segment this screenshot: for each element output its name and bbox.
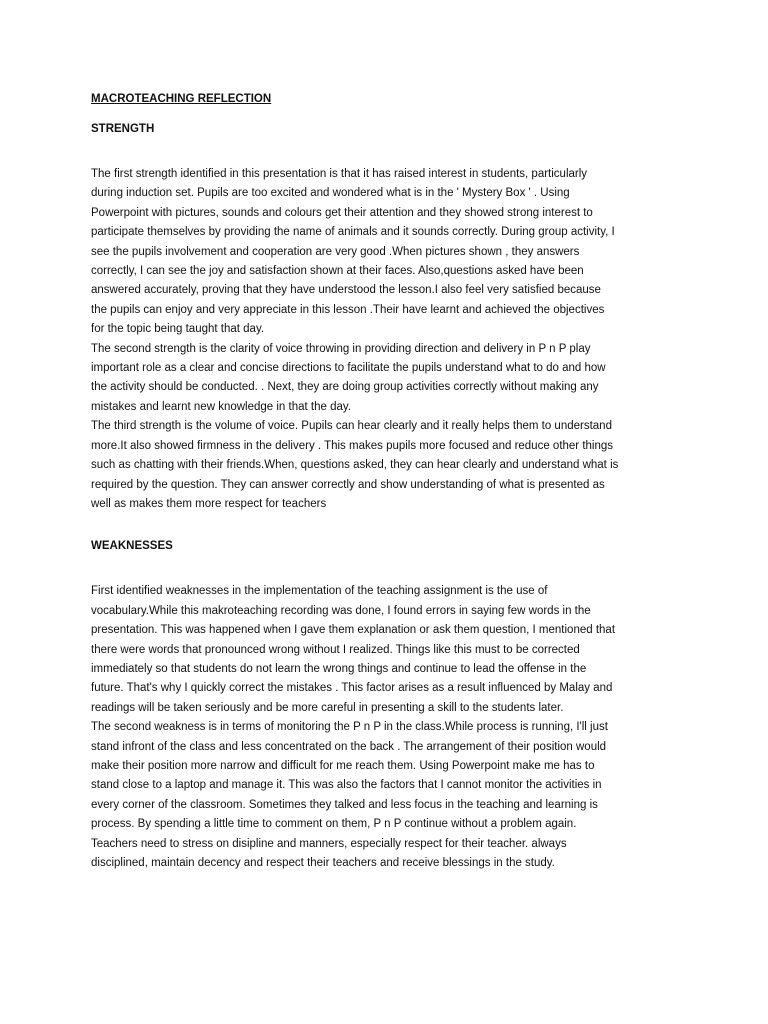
weaknesses-line: vocabulary.While this makroteaching recording was done, I found errors in saying few words in the: [91, 604, 591, 617]
strength-line: Powerpoint with pictures, sounds and colours get their attention and they showed strong interest to: [91, 206, 593, 219]
weaknesses-line: readings will be taken seriously and be more careful in presenting a skill to the students later.: [91, 701, 564, 714]
weaknesses-heading: WEAKNESSES: [91, 540, 173, 553]
weaknesses-line: immediately so that students do not learn the wrong things and continue to lead the offense in the: [91, 662, 587, 675]
weaknesses-line: make their position more narrow and difficult for me reach them. Using Powerpoint make me has to: [91, 759, 595, 772]
strength-line: important role as a clear and concise directions to facilitate the pupils understand what to do and how: [91, 362, 606, 375]
strength-line: such as chatting with their friends.When, questions asked, they can hear clearly and understand what is: [91, 459, 619, 472]
weaknesses-line: presentation. This was happened when I gave them explanation or ask them question, I mentioned that: [91, 624, 616, 637]
strength-line: more.It also showed firmness in the delivery . This makes pupils more focused and reduce other things: [91, 439, 614, 452]
strength-heading: STRENGTH: [91, 123, 155, 135]
strength-line: The third strength is the volume of voice. Pupils can hear clearly and it really helps them to understand: [91, 420, 612, 433]
weaknesses-line: stand infront of the class and less concentrated on the back . The arrangement of their position would: [91, 740, 607, 753]
strength-body: [91, 165, 691, 514]
weaknesses-line: there were words that pronounced wrong without I realized. Things like this must to be corrected: [91, 643, 580, 656]
strength-line: participate themselves by providing the name of animals and it sounds correctly. During group activity, I: [91, 226, 615, 239]
weaknesses-body: [91, 582, 691, 873]
strength-line: the activity should be conducted. . Next, they are doing group activities correctly without making any: [91, 381, 599, 394]
strength-line: for the topic being taught that day.: [91, 323, 265, 336]
document-title: MACROTEACHING REFLECTION: [91, 93, 272, 105]
weaknesses-line: stand close to a laptop and manage it. This was also the factors that I cannot monitor the activities in: [91, 779, 602, 792]
weaknesses-line: every corner of the classroom. Sometimes they talked and less focus in the teaching and learning is: [91, 798, 598, 811]
strength-line: well as makes them more respect for teachers: [91, 497, 327, 510]
strength-line: mistakes and learnt new knowledge in that the day.: [91, 400, 351, 413]
weaknesses-line: disciplined, maintain decency and respect their teachers and receive blessings in the study.: [91, 857, 555, 869]
strength-line: answered accurately, proving that they have understood the lesson.I also feel very satisfied because: [91, 284, 601, 297]
strength-line: see the pupils involvement and cooperation are very good .When pictures shown , they answers: [91, 245, 580, 258]
weaknesses-line: process. By spending a little time to comment on them, P n P continue without a problem again.: [91, 818, 577, 831]
strength-line: The second strength is the clarity of voice throwing in providing direction and delivery in P n P play: [91, 342, 591, 355]
weaknesses-line: The second weakness is in terms of monitoring the P n P in the class.While process is running, I'll just: [91, 721, 608, 734]
weaknesses-line: Teachers need to stress on disipline and manners, especially respect for their teacher. always: [91, 837, 567, 850]
strength-line: the pupils can enjoy and very appreciate in this lesson .Their have learnt and achieved the objectives: [91, 303, 605, 316]
weaknesses-line: future. That's why I quickly correct the mistakes . This factor arises as a result influenced by Malay and: [91, 682, 613, 695]
strength-line: correctly, I can see the joy and satisfaction shown at their faces. Also,questions asked have been: [91, 265, 584, 278]
strength-line: required by the question. They can answer correctly and show understanding of what is presented as: [91, 478, 605, 491]
weaknesses-line: First identified weaknesses in the implementation of the teaching assignment is the use of: [91, 585, 548, 598]
strength-line: during induction set. Pupils are too excited and wondered what is in the ' Mystery Box ' . Using: [91, 187, 570, 200]
document-page: [91, 91, 691, 873]
strength-line: The first strength identified in this presentation is that it has raised interest in students, particularly: [91, 168, 588, 180]
